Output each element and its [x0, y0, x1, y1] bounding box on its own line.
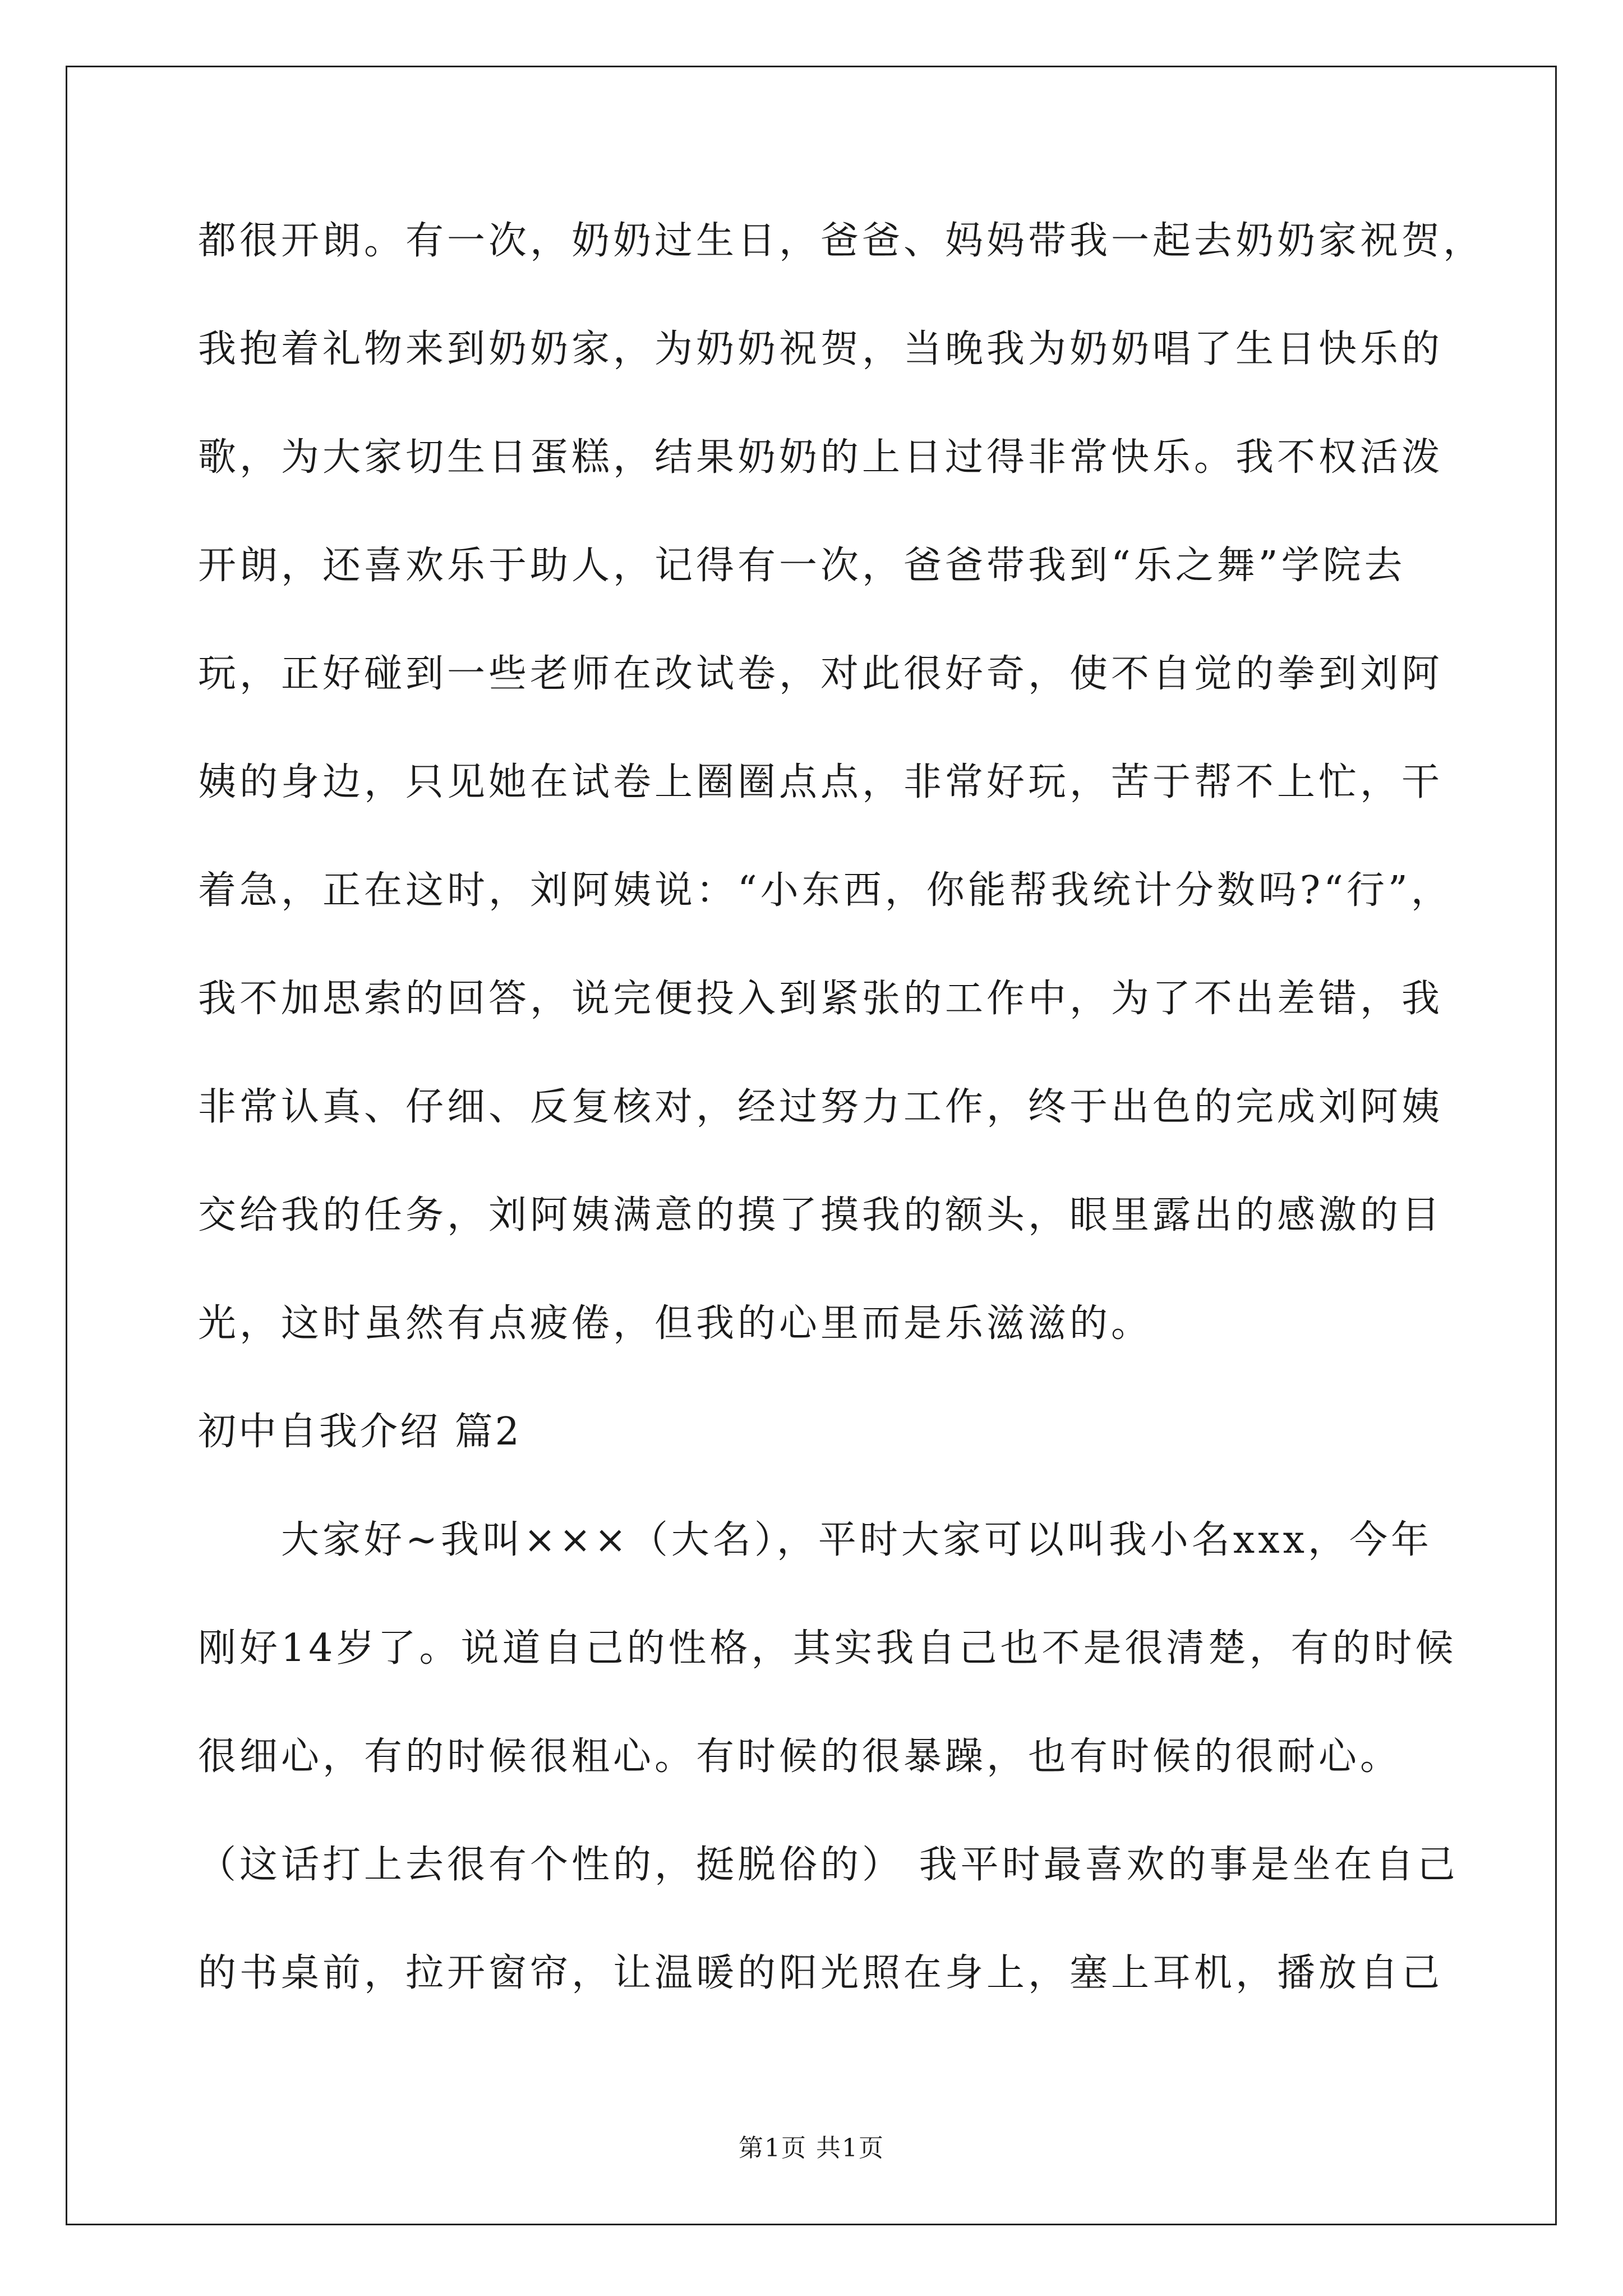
paragraph-line: 姨的身边，只见她在试卷上圈圈点点，非常好玩，苦于帮不上忙，干 [198, 760, 1444, 804]
paragraph-line: 着急，正在这时，刘阿姨说：“小东西，你能帮我统计分数吗?“行”， [198, 868, 1453, 913]
paragraph-line: 歌，为大家切生日蛋糕，结果奶奶的上日过得非常快乐。我不权活泼 [198, 435, 1444, 480]
page-footer [0, 2132, 1623, 2165]
paragraph-line: 光，这时虽然有点疲倦，但我的心里而是乐滋滋的。 [198, 1301, 1153, 1346]
paragraph-line: 交给我的任务，刘阿姨满意的摸了摸我的额头，眼里露出的感激的目 [198, 1193, 1444, 1237]
paragraph-line: 大家好~我叫×××（大名），平时大家可以叫我小名xxx，今年 [281, 1518, 1432, 1562]
paragraph-line: 很细心，有的时候很粗心。有时候的很暴躁，也有时候的很耐心。 [198, 1734, 1402, 1779]
paragraph-line: （这话打上去很有个性的，挺脱俗的） 我平时最喜欢的事是坐在自己 [198, 1843, 1459, 1887]
section-heading: 初中自我介绍 篇2 [198, 1410, 522, 1454]
document-body [198, 213, 1485, 2054]
paragraph-line: 的书桌前，拉开窗帘，让温暖的阳光照在身上，塞上耳机，播放自己 [198, 1951, 1444, 1995]
paragraph-line: 都很开朗。有一次，奶奶过生日，爸爸、妈妈带我一起去奶奶家祝贺， [198, 219, 1485, 263]
paragraph-line: 我不加思索的回答，说完便投入到紧张的工作中，为了不出差错，我 [198, 977, 1444, 1021]
paragraph-line: 刚好14岁了。说道自己的性格，其实我自己也不是很清楚，有的时候 [198, 1626, 1457, 1671]
paragraph-line: 开朗，还喜欢乐于助人，记得有一次，爸爸带我到“乐之舞”学院去 [198, 544, 1406, 588]
paragraph-line: 我抱着礼物来到奶奶家，为奶奶祝贺，当晚我为奶奶唱了生日快乐的 [198, 327, 1444, 371]
page-number-label: 第1页 共1页 [739, 2134, 884, 2162]
paragraph-line: 玩，正好碰到一些老师在改试卷，对此很好奇，使不自觉的拳到刘阿 [198, 652, 1444, 696]
paragraph-line: 非常认真、仔细、反复核对，经过努力工作，终于出色的完成刘阿姨 [198, 1085, 1444, 1129]
